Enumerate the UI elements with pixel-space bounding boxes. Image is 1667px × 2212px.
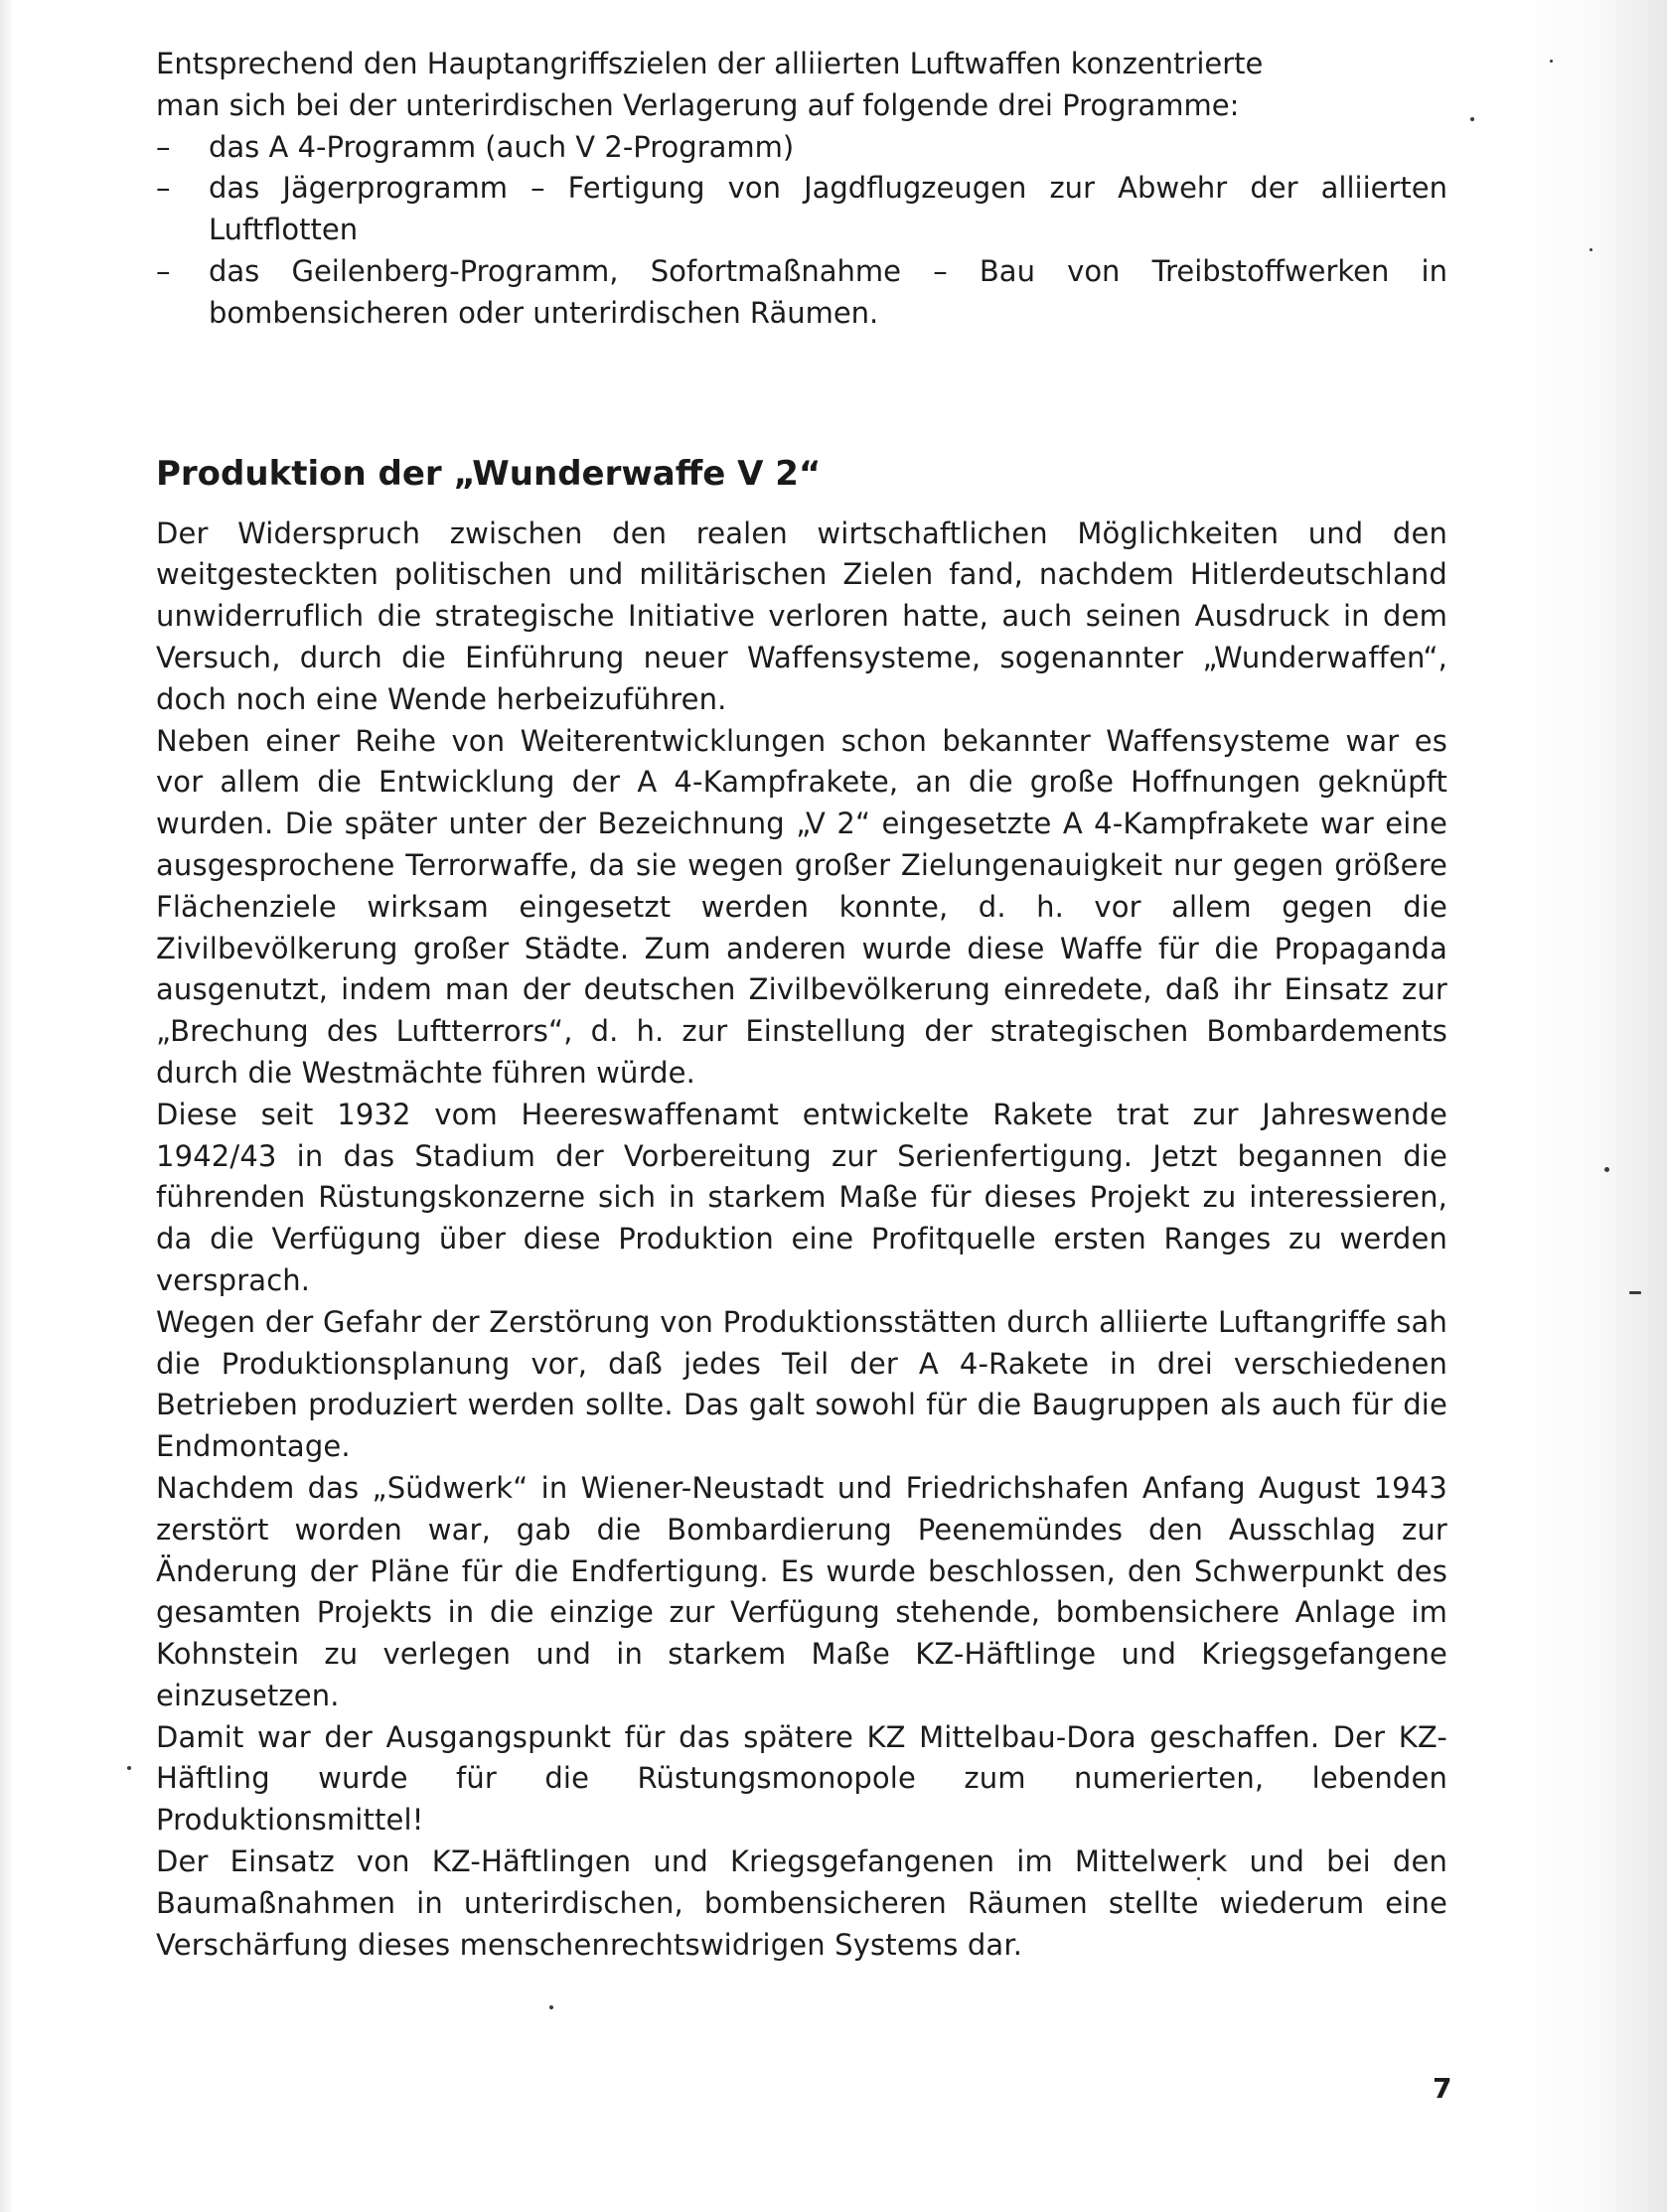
text-column — [156, 44, 1447, 1966]
page-number: 7 — [1433, 2072, 1452, 2105]
scan-speck — [1470, 117, 1474, 121]
dash-marker: – — [156, 129, 171, 164]
scan-speck — [127, 1766, 131, 1770]
paragraph: Der Einsatz von KZ-Häftlingen und Kriegsgefangenen im Mittelwerk und bei den Baumaßnahmen in unterirdischen, bombensicheren Räumen stellte wiederum eine Verschärfung dieses menschenrechtswidrigen Systems dar. — [156, 1844, 1447, 1962]
paragraph: Wegen der Gefahr der Zerstörung von Produktionsstätten durch alliierte Luftangriffe sah die Produktionsplanung vor, daß jedes Teil der A 4-Rakete in drei verschiedenen Betrieben produziert werden sollte. Das galt sowohl für die Baugruppen als auch für die Endmontage. — [156, 1304, 1447, 1464]
scan-speck — [1550, 60, 1553, 63]
program-list — [156, 127, 1447, 335]
program-text: das Geilenberg-Programm, Sofortmaßnahme – Bau von Treibstoffwerken in bombensicheren oder unterirdischen Räumen. — [209, 253, 1447, 330]
scan-speck — [1590, 248, 1592, 251]
scan-left-edge-shading — [0, 0, 14, 2212]
program-item — [156, 168, 1447, 251]
dash-marker: – — [156, 171, 171, 206]
intro-line-1: Entsprechend den Hauptangriffszielen der alliierten Luftwaffen konzentrierte — [156, 47, 1264, 80]
paragraph: Der Widerspruch zwischen den realen wirtschaftlichen Möglichkeiten und den weitgesteckten politischen und militärischen Zielen fand, nachdem Hitlerdeutschland unwiderruflich die strategische Initiative verloren hatte, auch seinen Ausdruck in dem Versuch, durch die Einführung neuer Waffensysteme, sogenannter „Wunderwaffen“, doch noch eine Wende herbeizuführen. — [156, 516, 1447, 716]
scan-speck — [1629, 1291, 1641, 1294]
paragraph: Diese seit 1932 vom Heereswaffenamt entwickelte Rakete trat zur Jahreswende 1942/43 in das Stadium der Vorbereitung zur Serienfertigung. Jetzt begannen die führenden Rüstungskonzerne sich in starkem Maße für dieses Projekt zu interessieren, da die Verfügung über diese Produktion eine Profitquelle ersten Ranges zu werden versprach. — [156, 1097, 1447, 1297]
section-heading: Produktion der „Wunderwaffe V 2“ — [156, 453, 822, 494]
program-item — [156, 251, 1447, 335]
paragraph: Neben einer Reihe von Weiterentwicklungen schon bekannter Waffensysteme war es vor allem die Entwicklung der A 4-Kampfrakete, an die große Hoffnungen geknüpft wurden. Die später unter der Bezeichnung „V 2“ eingesetzte A 4-Kampfrakete war eine ausgesprochene Terrorwaffe, da sie wegen großer Zielungenauigkeit nur gegen größere Flächenziele wirksam eingesetzt werden konnte, d. h. vor allem gegen die Zivilbevölkerung großer Städte. Zum anderen wurde diese Waffe für die Propaganda ausgenutzt, indem man der deutschen Zivilbevölkerung einredete, daß ihr Einsatz zur „Brechung des Luftterrors“, d. h. zur Einstellung der strategischen Bombardements durch die Westmächte führen würde. — [156, 723, 1447, 1090]
program-text: das Jägerprogramm – Fertigung von Jagdflugzeugen zur Abwehr der alliierten Luftflotten — [209, 171, 1447, 247]
paragraph: Damit war der Ausgangspunkt für das spätere KZ Mittelbau-Dora geschaffen. Der KZ-Häftling wurde für die Rüstungsmonopole zum numerierten, lebenden Produktionsmittel! — [156, 1719, 1447, 1838]
intro-line-2: man sich bei der unterirdischen Verlagerung auf folgende drei Programme: — [156, 87, 1240, 122]
dash-marker: – — [156, 253, 171, 288]
scan-speck — [549, 2005, 553, 2009]
program-item — [156, 127, 1447, 169]
scan-edge-shading — [1518, 0, 1667, 2212]
paragraph: Nachdem das „Südwerk“ in Wiener-Neustadt und Friedrichshafen Anfang August 1943 zerstört worden war, gab die Bombardierung Peenemündes den Ausschlag zur Änderung der Pläne für die Endfertigung. Es wurde beschlossen, den Schwerpunkt des gesamten Projekts in die einzige zur Verfügung stehende, bombensichere Anlage im Kohnstein zu verlegen und in starkem Maße KZ-Häftlinge und Kriegsgefangene einzusetzen. — [156, 1470, 1447, 1712]
scan-speck — [1604, 1167, 1609, 1172]
program-text: das A 4-Programm (auch V 2-Programm) — [209, 129, 795, 164]
